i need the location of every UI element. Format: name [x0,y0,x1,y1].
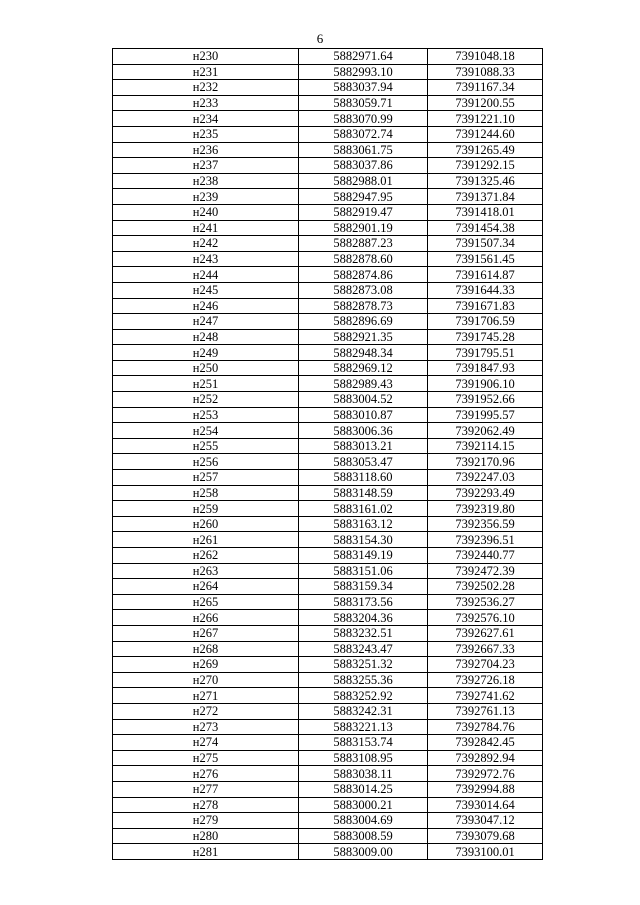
x-coordinate-cell: 5883242.31 [299,703,428,719]
table-row [113,360,543,376]
y-coordinate-cell: 7392356.59 [428,516,543,532]
point-id-cell: н271 [113,688,299,704]
point-id-cell: н249 [113,345,299,361]
point-id-cell: н238 [113,173,299,189]
table-row [113,766,543,782]
table-row [113,625,543,641]
x-coordinate-cell: 5882969.12 [299,360,428,376]
point-id-cell: н247 [113,314,299,330]
table-row [113,501,543,517]
y-coordinate-cell: 7393014.64 [428,797,543,813]
table-row [113,454,543,470]
point-id-cell: н243 [113,251,299,267]
y-coordinate-cell: 7392842.45 [428,735,543,751]
point-id-cell: н241 [113,220,299,236]
y-coordinate-cell: 7392536.27 [428,594,543,610]
point-id-cell: н260 [113,516,299,532]
table-row [113,392,543,408]
x-coordinate-cell: 5883243.47 [299,641,428,657]
x-coordinate-cell: 5883038.11 [299,766,428,782]
x-coordinate-cell: 5883221.13 [299,719,428,735]
table-row [113,49,543,65]
table-row [113,703,543,719]
x-coordinate-cell: 5882971.64 [299,49,428,65]
table-row [113,345,543,361]
point-id-cell: н268 [113,641,299,657]
x-coordinate-cell: 5883161.02 [299,501,428,517]
point-id-cell: н236 [113,142,299,158]
table-row [113,298,543,314]
x-coordinate-cell: 5883072.74 [299,126,428,142]
table-row [113,64,543,80]
y-coordinate-cell: 7392892.94 [428,750,543,766]
y-coordinate-cell: 7391952.66 [428,392,543,408]
y-coordinate-cell: 7392170.96 [428,454,543,470]
y-coordinate-cell: 7391221.10 [428,111,543,127]
y-coordinate-cell: 7392062.49 [428,423,543,439]
y-coordinate-cell: 7392726.18 [428,672,543,688]
point-id-cell: н257 [113,470,299,486]
y-coordinate-cell: 7391454.38 [428,220,543,236]
table-row [113,236,543,252]
table-row [113,688,543,704]
y-coordinate-cell: 7391325.46 [428,173,543,189]
x-coordinate-cell: 5882921.35 [299,329,428,345]
y-coordinate-cell: 7391244.60 [428,126,543,142]
table-row [113,470,543,486]
x-coordinate-cell: 5883252.92 [299,688,428,704]
table-row [113,610,543,626]
y-coordinate-cell: 7392972.76 [428,766,543,782]
point-id-cell: н267 [113,625,299,641]
table-row [113,173,543,189]
x-coordinate-cell: 5883255.36 [299,672,428,688]
point-id-cell: н259 [113,501,299,517]
y-coordinate-cell: 7392704.23 [428,657,543,673]
y-coordinate-cell: 7392440.77 [428,548,543,564]
x-coordinate-cell: 5883118.60 [299,470,428,486]
point-id-cell: н278 [113,797,299,813]
y-coordinate-cell: 7391706.59 [428,314,543,330]
x-coordinate-cell: 5883153.74 [299,735,428,751]
point-id-cell: н234 [113,111,299,127]
y-coordinate-cell: 7391088.33 [428,64,543,80]
table-row [113,750,543,766]
x-coordinate-cell: 5882901.19 [299,220,428,236]
coordinates-table-body [113,49,543,860]
table-row [113,95,543,111]
x-coordinate-cell: 5882887.23 [299,236,428,252]
y-coordinate-cell: 7391371.84 [428,189,543,205]
x-coordinate-cell: 5882988.01 [299,173,428,189]
y-coordinate-cell: 7393100.01 [428,844,543,860]
y-coordinate-cell: 7391167.34 [428,80,543,96]
x-coordinate-cell: 5883053.47 [299,454,428,470]
x-coordinate-cell: 5882878.73 [299,298,428,314]
point-id-cell: н239 [113,189,299,205]
point-id-cell: н231 [113,64,299,80]
point-id-cell: н244 [113,267,299,283]
table-row [113,657,543,673]
x-coordinate-cell: 5883008.59 [299,828,428,844]
point-id-cell: н255 [113,438,299,454]
x-coordinate-cell: 5883163.12 [299,516,428,532]
point-id-cell: н279 [113,813,299,829]
x-coordinate-cell: 5883037.86 [299,158,428,174]
table-row [113,563,543,579]
x-coordinate-cell: 5883173.56 [299,594,428,610]
table-row [113,813,543,829]
x-coordinate-cell: 5882873.08 [299,282,428,298]
point-id-cell: н275 [113,750,299,766]
y-coordinate-cell: 7392627.61 [428,625,543,641]
x-coordinate-cell: 5883148.59 [299,485,428,501]
point-id-cell: н233 [113,95,299,111]
point-id-cell: н251 [113,376,299,392]
table-row [113,797,543,813]
x-coordinate-cell: 5882896.69 [299,314,428,330]
table-row [113,329,543,345]
y-coordinate-cell: 7391671.83 [428,298,543,314]
point-id-cell: н254 [113,423,299,439]
point-id-cell: н264 [113,579,299,595]
x-coordinate-cell: 5883232.51 [299,625,428,641]
x-coordinate-cell: 5883159.34 [299,579,428,595]
y-coordinate-cell: 7392247.03 [428,470,543,486]
x-coordinate-cell: 5882947.95 [299,189,428,205]
point-id-cell: н281 [113,844,299,860]
x-coordinate-cell: 5883070.99 [299,111,428,127]
page-number: 6 [316,31,324,46]
point-id-cell: н242 [113,236,299,252]
table-row [113,220,543,236]
point-id-cell: н240 [113,204,299,220]
x-coordinate-cell: 5882989.43 [299,376,428,392]
table-row [113,251,543,267]
point-id-cell: н263 [113,563,299,579]
x-coordinate-cell: 5883004.52 [299,392,428,408]
y-coordinate-cell: 7391292.15 [428,158,543,174]
point-id-cell: н274 [113,735,299,751]
y-coordinate-cell: 7392576.10 [428,610,543,626]
point-id-cell: н237 [113,158,299,174]
point-id-cell: н265 [113,594,299,610]
x-coordinate-cell: 5882919.47 [299,204,428,220]
point-id-cell: н280 [113,828,299,844]
y-coordinate-cell: 7392319.80 [428,501,543,517]
y-coordinate-cell: 7392741.62 [428,688,543,704]
y-coordinate-cell: 7392114.15 [428,438,543,454]
y-coordinate-cell: 7392784.76 [428,719,543,735]
y-coordinate-cell: 7391745.28 [428,329,543,345]
table-row [113,189,543,205]
point-id-cell: н273 [113,719,299,735]
point-id-cell: н262 [113,548,299,564]
x-coordinate-cell: 5883154.30 [299,532,428,548]
point-id-cell: н272 [113,703,299,719]
y-coordinate-cell: 7392502.28 [428,579,543,595]
table-row [113,548,543,564]
table-row [113,516,543,532]
table-row [113,594,543,610]
point-id-cell: н235 [113,126,299,142]
point-id-cell: н252 [113,392,299,408]
table-row [113,828,543,844]
x-coordinate-cell: 5882874.86 [299,267,428,283]
point-id-cell: н246 [113,298,299,314]
y-coordinate-cell: 7392761.13 [428,703,543,719]
point-id-cell: н256 [113,454,299,470]
y-coordinate-cell: 7393079.68 [428,828,543,844]
table-row [113,485,543,501]
point-id-cell: н276 [113,766,299,782]
table-row [113,781,543,797]
point-id-cell: н245 [113,282,299,298]
point-id-cell: н266 [113,610,299,626]
x-coordinate-cell: 5883059.71 [299,95,428,111]
x-coordinate-cell: 5883151.06 [299,563,428,579]
y-coordinate-cell: 7391418.01 [428,204,543,220]
table-row [113,735,543,751]
y-coordinate-cell: 7391847.93 [428,360,543,376]
y-coordinate-cell: 7391507.34 [428,236,543,252]
y-coordinate-cell: 7391614.87 [428,267,543,283]
table-row [113,407,543,423]
table-row [113,532,543,548]
y-coordinate-cell: 7392472.39 [428,563,543,579]
point-id-cell: н230 [113,49,299,65]
y-coordinate-cell: 7391561.45 [428,251,543,267]
table-row [113,423,543,439]
x-coordinate-cell: 5882993.10 [299,64,428,80]
table-row [113,719,543,735]
table-row [113,204,543,220]
point-id-cell: н258 [113,485,299,501]
x-coordinate-cell: 5883013.21 [299,438,428,454]
y-coordinate-cell: 7391906.10 [428,376,543,392]
point-id-cell: н232 [113,80,299,96]
x-coordinate-cell: 5882948.34 [299,345,428,361]
coordinates-table [112,48,543,860]
y-coordinate-cell: 7392994.88 [428,781,543,797]
point-id-cell: н269 [113,657,299,673]
x-coordinate-cell: 5883061.75 [299,142,428,158]
table-row [113,111,543,127]
table-row [113,314,543,330]
x-coordinate-cell: 5883251.32 [299,657,428,673]
y-coordinate-cell: 7391644.33 [428,282,543,298]
x-coordinate-cell: 5883204.36 [299,610,428,626]
point-id-cell: н248 [113,329,299,345]
y-coordinate-cell: 7392667.33 [428,641,543,657]
y-coordinate-cell: 7391795.51 [428,345,543,361]
x-coordinate-cell: 5883000.21 [299,797,428,813]
y-coordinate-cell: 7391048.18 [428,49,543,65]
x-coordinate-cell: 5883014.25 [299,781,428,797]
table-row [113,126,543,142]
table-row [113,438,543,454]
y-coordinate-cell: 7392293.49 [428,485,543,501]
x-coordinate-cell: 5883010.87 [299,407,428,423]
x-coordinate-cell: 5883037.94 [299,80,428,96]
y-coordinate-cell: 7391200.55 [428,95,543,111]
table-row [113,376,543,392]
x-coordinate-cell: 5883108.95 [299,750,428,766]
x-coordinate-cell: 5883004.69 [299,813,428,829]
y-coordinate-cell: 7391265.49 [428,142,543,158]
table-row [113,579,543,595]
table-row [113,282,543,298]
table-row [113,844,543,860]
x-coordinate-cell: 5883006.36 [299,423,428,439]
x-coordinate-cell: 5883149.19 [299,548,428,564]
table-row [113,641,543,657]
point-id-cell: н253 [113,407,299,423]
point-id-cell: н250 [113,360,299,376]
table-row [113,142,543,158]
point-id-cell: н261 [113,532,299,548]
y-coordinate-cell: 7393047.12 [428,813,543,829]
table-row [113,80,543,96]
table-row [113,158,543,174]
table-row [113,267,543,283]
table-row [113,672,543,688]
y-coordinate-cell: 7392396.51 [428,532,543,548]
point-id-cell: н277 [113,781,299,797]
point-id-cell: н270 [113,672,299,688]
x-coordinate-cell: 5883009.00 [299,844,428,860]
x-coordinate-cell: 5882878.60 [299,251,428,267]
y-coordinate-cell: 7391995.57 [428,407,543,423]
